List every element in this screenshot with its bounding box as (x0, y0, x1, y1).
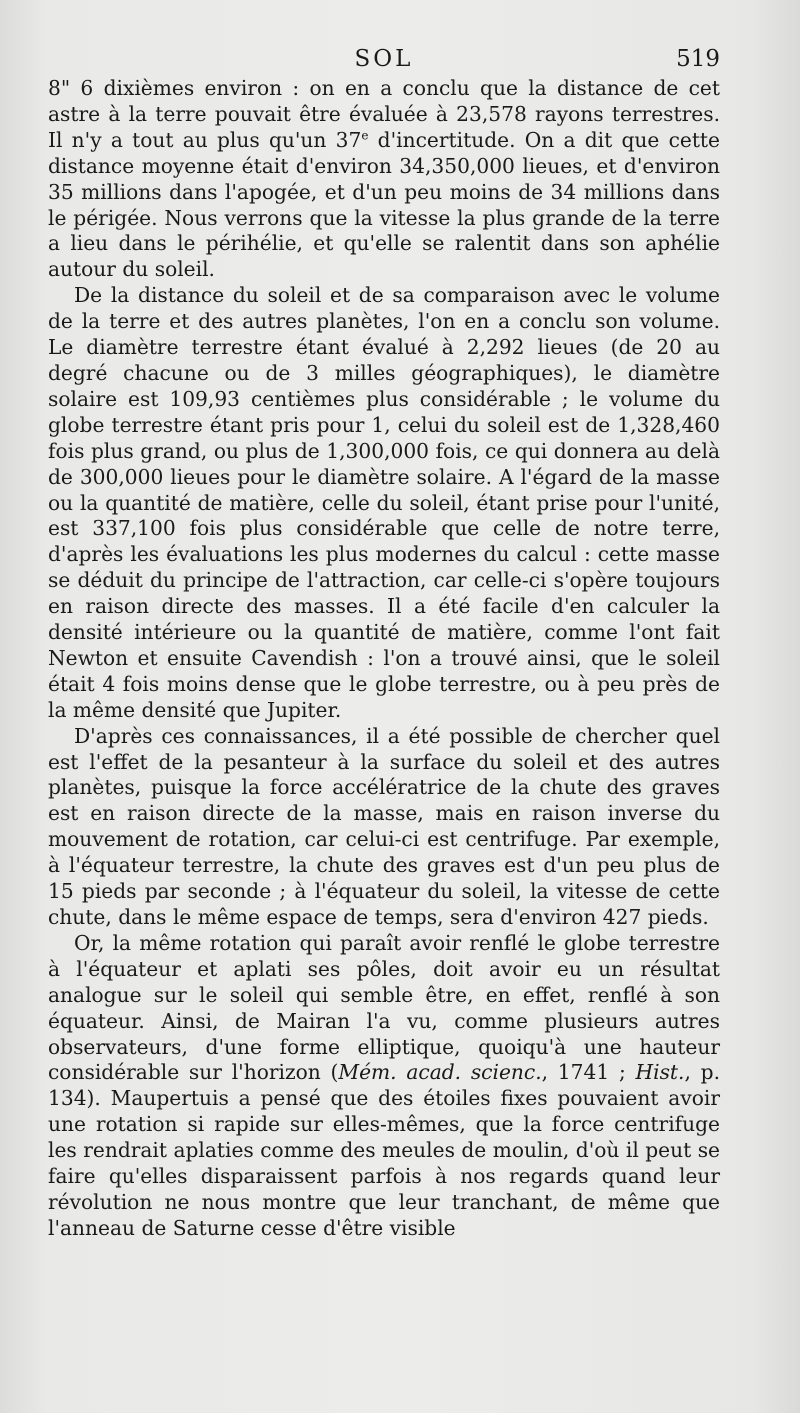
page-number: 519 (676, 46, 720, 72)
paragraph-1 (48, 76, 720, 283)
paragraph-1-text: 8" 6 dixièmes environ : on en a conclu que la distance de cet astre à la terre pouvait être évaluée à 23,578 rayons terrestres. Il n'y a tout au plus qu'un 37 (48, 76, 720, 152)
paragraph-1-text-cont: d'incertitude. On a dit que cette distance moyenne était d'environ 34,350,000 lieues, et d'environ 35 millions dans l'apogée, et d'un peu moins de 34 millions dans le périgée. Nous verrons que la vitesse la plus grande de la terre a lieu dans le périhélie, et qu'elle se ralentit dans son aphélie autour du soleil. (48, 127, 720, 282)
paragraph-3: D'après ces connaissances, il a été possible de chercher quel est l'effet de la pesanteur à la surface du soleil et des autres planètes, puisque la force accélératrice de la chute des graves est en raison directe de la masse, mais en raison inverse du mouvement de rotation, car celui-ci est centrifuge. Par exemple, à l'équateur terrestre, la chute des graves est d'un peu plus de 15 pieds par seconde ; à l'équateur du soleil, la vitesse de cette chute, dans le même espace de temps, sera d'environ 427 pieds. (48, 723, 720, 929)
citation-hist: Hist. (635, 1060, 685, 1085)
ordinal-superscript: e (361, 128, 369, 143)
body-text (48, 76, 720, 1242)
paragraph-4 (48, 931, 720, 1242)
page-header (48, 44, 720, 78)
citation-year: , 1741 ; (541, 1060, 636, 1085)
paragraph-4-text: Or, la même rotation qui paraît avoir renflé le globe terrestre à l'équateur et aplati ses pôles, doit avoir eu un résultat analogue sur le soleil qui semble être, en effet, renflé à son équateur. Ainsi, de Mairan l'a vu, comme plusieurs autres observateurs, d'une forme elliptique, quoiqu'à une hauteur considérable sur l'horizon ( (48, 930, 720, 1085)
paragraph-4-text-cont: , p. 134). Maupertuis a pensé que des étoiles fixes pouvaient avoir une rotation si rapide sur elles-mêmes, que la force centrifuge les rendrait aplaties comme des meules de moulin, d'où il peut se faire qu'elles disparaissent parfois à nos regards quand leur révolution ne nous montre que leur tranchant, de même que l'anneau de Saturne cesse d'être visible (48, 1060, 720, 1240)
citation-journal: Mém. acad. scienc. (338, 1060, 542, 1085)
paragraph-2: De la distance du soleil et de sa comparaison avec le volume de la terre et des autres planètes, l'on en a conclu son volume. Le diamètre terrestre étant évalué à 2,292 lieues (de 20 au degré chacune ou de 3 milles géographiques), le diamètre solaire est 109,93 centièmes plus considérable ; le volume du globe terrestre étant pris pour 1, celui du soleil est de 1,328,460 fois plus grand, ou plus de 1,300,000 fois, ce qui donnera au delà de 300,000 lieues pour le diamètre solaire. A l'égard de la masse ou la quantité de matière, celle du soleil, étant prise pour l'unité, est 337,100 fois plus considérable que celle de notre terre, d'après les évaluations les plus modernes du calcul : cette masse se déduit du principe de l'attraction, car celle-ci s'opère toujours en raison directe des masses. Il a été facile d'en calculer la densité intérieure ou la quantité de matière, comme l'ont fait Newton et ensuite Cavendish : l'on a trouvé ainsi, que le soleil était 4 fois moins dense que le globe terrestre, ou à peu près de la même densité que Jupiter. (48, 283, 720, 722)
running-title: SOL (354, 46, 414, 72)
